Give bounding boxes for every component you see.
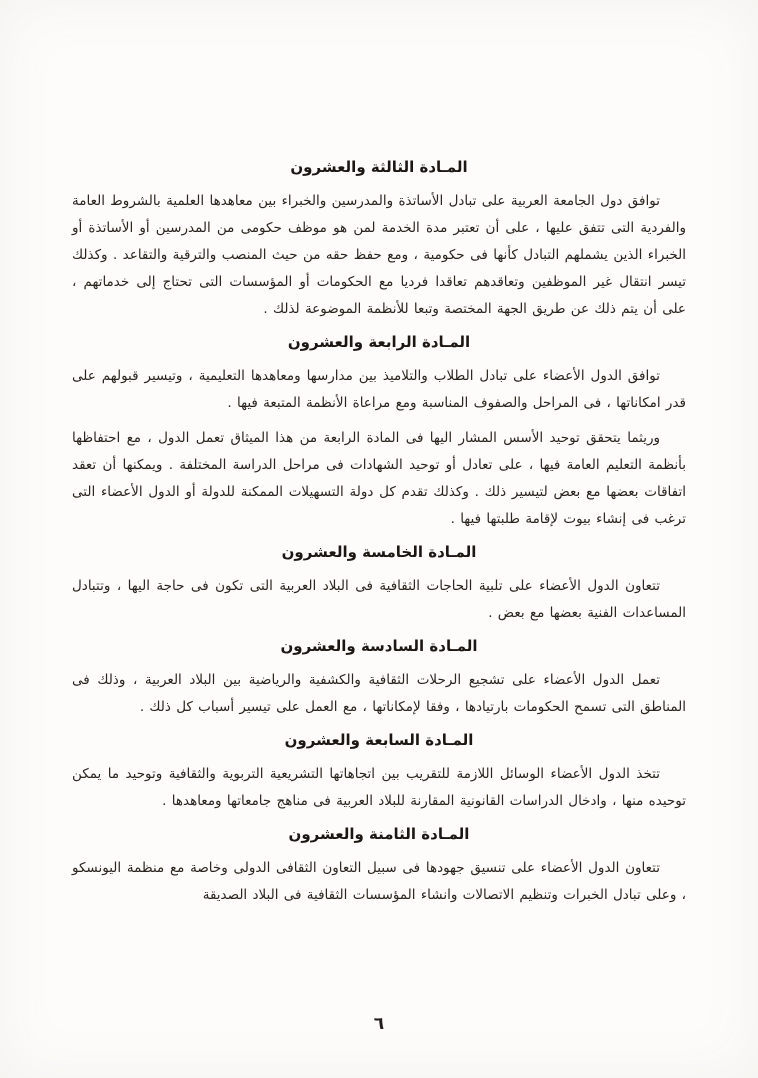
article-23 <box>72 158 686 323</box>
article-heading: المـادة الرابعة والعشرون <box>287 333 471 351</box>
page-number: ٦ <box>373 1014 385 1034</box>
article-paragraph: تتعاون الدول الأعضاء على تنسيق جهودها فى سبيل التعاون الثقافى الدولى وخاصة مع منظمة اليونسكو ، وعلى تبادل الخبرات وتنظيم الاتصالات وانشاء المؤسسات الثقافية فى البلاد الصديقة <box>72 860 686 903</box>
article-heading: المـادة الثامنة والعشرون <box>288 825 470 843</box>
article-heading: المـادة الخامسة والعشرون <box>281 543 477 561</box>
article-paragraph: وريثما يتحقق توحيد الأسس المشار اليها فى المادة الرابعة من هذا الميثاق تعمل الدول ، مع احتفاظها بأنظمة التعليم العامة فيها ، على تعادل أو توحيد الشهادات فى مراحل الدراسة المختلفة . ويمكنها أن تعقد اتفاقات بعضها مع بعض لتيسير ذلك . وكذلك تقدم كل دولة التسهيلات الممكنة للدولة أو الدول الأعضاء التى ترغب فى إنشاء بيوت لإقامة طلبتها فيها . <box>72 430 686 527</box>
article-paragraph: تتعاون الدول الأعضاء على تلبية الحاجات الثقافية فى البلاد العربية التى تكون فى حاجة اليها ، وتتبادل المساعدات الفنية بعضها مع بعض . <box>72 578 686 621</box>
article-heading: المـادة السادسة والعشرون <box>280 637 478 655</box>
article-heading: المـادة الثالثة والعشرون <box>290 158 468 176</box>
article-28 <box>72 825 686 909</box>
article-paragraph: تتخذ الدول الأعضاء الوسائل اللازمة للتقريب بين اتجاهاتها التشريعية التربوية والثقافية وتوحيد ما يمكن توحيده منها ، وادخال الدراسات القانونية المقارنة للبلاد العربية فى مناهج جامعاتها ومعاهدها . <box>72 766 686 809</box>
article-heading: المـادة السابعة والعشرون <box>284 731 474 749</box>
article-26 <box>72 637 686 721</box>
article-27 <box>72 731 686 815</box>
article-24 <box>72 333 686 533</box>
article-25 <box>72 543 686 627</box>
article-paragraph: تعمل الدول الأعضاء على تشجيع الرحلات الثقافية والكشفية والرياضية بين البلاد العربية ، وذلك فى المناطق التى تسمح الحكومات بارتيادها ، وفقا لإمكاناتها ، مع العمل على تيسير أسباب كل ذلك . <box>72 672 686 715</box>
article-paragraph: توافق الدول الأعضاء على تبادل الطلاب والتلاميذ بين مدارسها ومعاهدها التعليمية ، وتيسير قبولهم على قدر امكاناتها ، فى المراحل والصفوف المناسبة ومع مراعاة الأنظمة المتبعة فيها . <box>72 368 686 411</box>
document-body <box>72 148 686 917</box>
article-paragraph: توافق دول الجامعة العربية على تبادل الأساتذة والمدرسين والخبراء بين معاهدها العلمية بالشروط العامة والفردية التى تتفق عليها ، على أن تعتبر مدة الخدمة لمن هو موظف حكومى من المدرسين أو الأساتذة أو الخبراء الذين يشملهم التبادل كأنها فى حكومية ، ومع حفظ حقه من حيث المنصب والترقية والتقاعد . وكذلك تيسر انتقال غير الموظفين وتعاقدهم تعاقدا فرديا مع الحكومات أو المؤسسات التى تحتاج إلى خدماتهم ، على أن يتم ذلك عن طريق الجهة المختصة وتبعا للأنظمة الموضوعة لذلك . <box>72 193 686 317</box>
